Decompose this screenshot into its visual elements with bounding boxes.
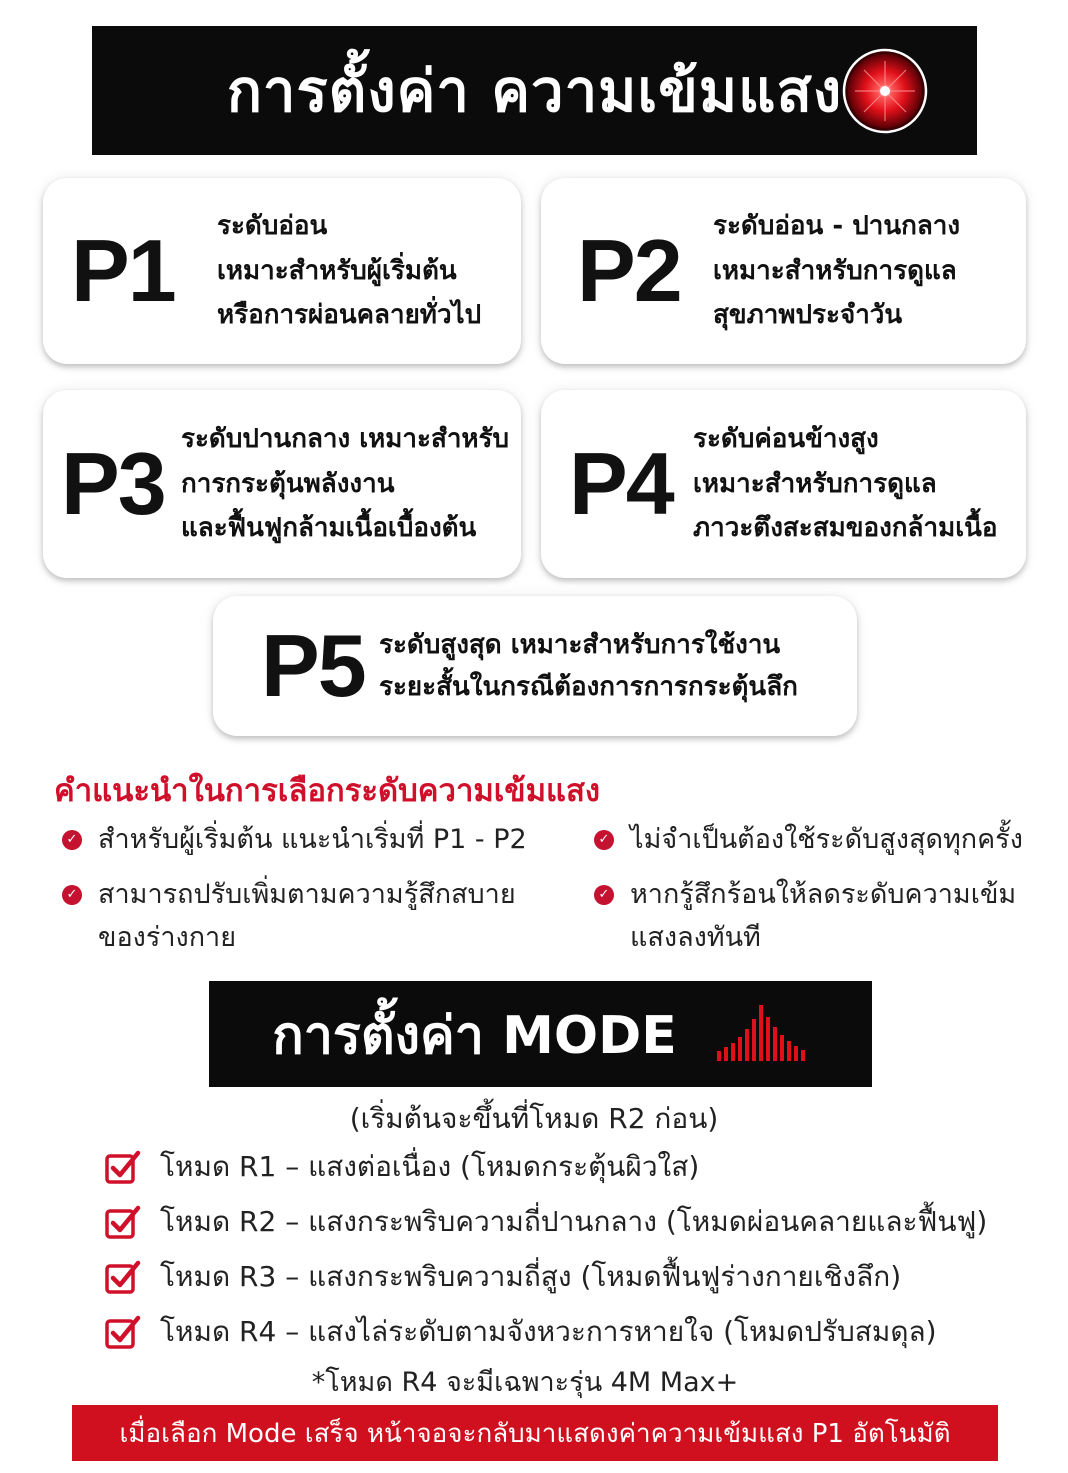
mode-text: โหมด R3 – แสงกระพริบความถี่สูง (โหมดฟื้นฟูร่างกายเชิงลึก) (160, 1260, 902, 1293)
check-circle-icon: ✓ (62, 885, 82, 905)
level-code: P1 (71, 221, 175, 320)
level-code: P3 (61, 434, 165, 533)
red-light-icon (841, 47, 929, 135)
level-line: ระดับสูงสุด เหมาะสำหรับการใช้งาน (379, 629, 781, 660)
mode-title: การตั้งค่า MODE (272, 1005, 677, 1066)
level-description (713, 210, 960, 332)
level-card-p5 (213, 596, 857, 736)
advice-text: ไม่จำเป็นต้องใช้ระดับสูงสุดทุกครั้ง (630, 824, 1023, 855)
level-line: และฟื้นฟูกล้ามเนื้อเบื้องต้น (181, 513, 477, 544)
mode-item-r3 (104, 1255, 901, 1299)
level-description (181, 423, 509, 545)
mode-text: โหมด R2 – แสงกระพริบความถี่ปานกลาง (โหมดผ่อนคลายและฟื้นฟู) (160, 1205, 988, 1238)
intensity-banner (92, 26, 977, 155)
mode-item-r4 (104, 1310, 937, 1354)
advice-title: คำแนะนำในการเลือกระดับความเข้มแสง (54, 773, 601, 809)
advice-item (62, 818, 542, 861)
mode-item-r2 (104, 1200, 987, 1244)
level-description (693, 423, 998, 545)
level-code: P5 (261, 616, 365, 715)
advice-text: สามารถปรับเพิ่มตามความรู้สึกสบายของร่างกาย (98, 879, 516, 954)
checkbox-checked-icon (104, 1203, 142, 1241)
level-description (379, 629, 798, 704)
level-line: ภาวะตึงสะสมของกล้ามเนื้อ (693, 513, 998, 544)
level-line: เหมาะสำหรับการดูแล (713, 255, 957, 286)
notice-bar: เมื่อเลือก Mode เสร็จ หน้าจอจะกลับมาแสดงค่าความเข้มแสง P1 อัตโนมัติ (72, 1405, 998, 1461)
sound-bars-icon (717, 999, 809, 1069)
advice-item (594, 818, 1034, 861)
mode-text: โหมด R1 – แสงต่อเนื่อง (โหมดกระตุ้นผิวใส) (160, 1150, 700, 1183)
checkbox-checked-icon (104, 1258, 142, 1296)
mode-item-r1 (104, 1145, 699, 1189)
level-line: ระดับอ่อน (217, 211, 328, 242)
checkbox-checked-icon (104, 1313, 142, 1351)
mode-footnote: *โหมด R4 จะมีเฉพาะรุ่น 4M Max+ (311, 1367, 739, 1398)
check-circle-icon: ✓ (594, 830, 614, 850)
mode-default-note: (เริ่มต้นจะขึ้นที่โหมด R2 ก่อน) (349, 1102, 719, 1135)
checkbox-checked-icon (104, 1148, 142, 1186)
level-card-p4 (541, 390, 1026, 578)
advice-item (594, 873, 1034, 959)
level-card-p3 (43, 390, 521, 578)
level-card-p2 (541, 178, 1026, 364)
level-code: P2 (577, 221, 681, 320)
advice-item (62, 873, 532, 959)
level-line: ระดับปานกลาง เหมาะสำหรับ (181, 424, 510, 455)
intensity-title: การตั้งค่า ความเข้มแสง (226, 57, 843, 125)
level-line: ระดับค่อนข้างสูง (693, 424, 879, 455)
check-circle-icon: ✓ (62, 830, 82, 850)
check-circle-icon: ✓ (594, 885, 614, 905)
level-card-p1 (43, 178, 521, 364)
level-line: หรือการผ่อนคลายทั่วไป (217, 300, 482, 331)
level-line: สุขภาพประจำวัน (713, 300, 903, 331)
level-line: ระดับอ่อน - ปานกลาง (713, 211, 961, 242)
advice-text: หากรู้สึกร้อนให้ลดระดับความเข้มแสงลงทันที (630, 879, 1017, 954)
level-line: เหมาะสำหรับการดูแล (693, 468, 937, 499)
mode-text: โหมด R4 – แสงไล่ระดับตามจังหวะการหายใจ (โหมดปรับสมดุล) (160, 1315, 937, 1348)
advice-text: สำหรับผู้เริ่มต้น แนะนำเริ่มที่ P1 - P2 (98, 824, 527, 855)
level-line: ระยะสั้นในกรณีต้องการการกระตุ้นลึก (379, 672, 798, 702)
level-description (217, 210, 481, 332)
level-line: เหมาะสำหรับผู้เริ่มต้น (217, 255, 457, 286)
mode-banner (209, 981, 872, 1087)
level-code: P4 (569, 434, 673, 533)
level-line: การกระตุ้นพลังงาน (181, 468, 395, 499)
